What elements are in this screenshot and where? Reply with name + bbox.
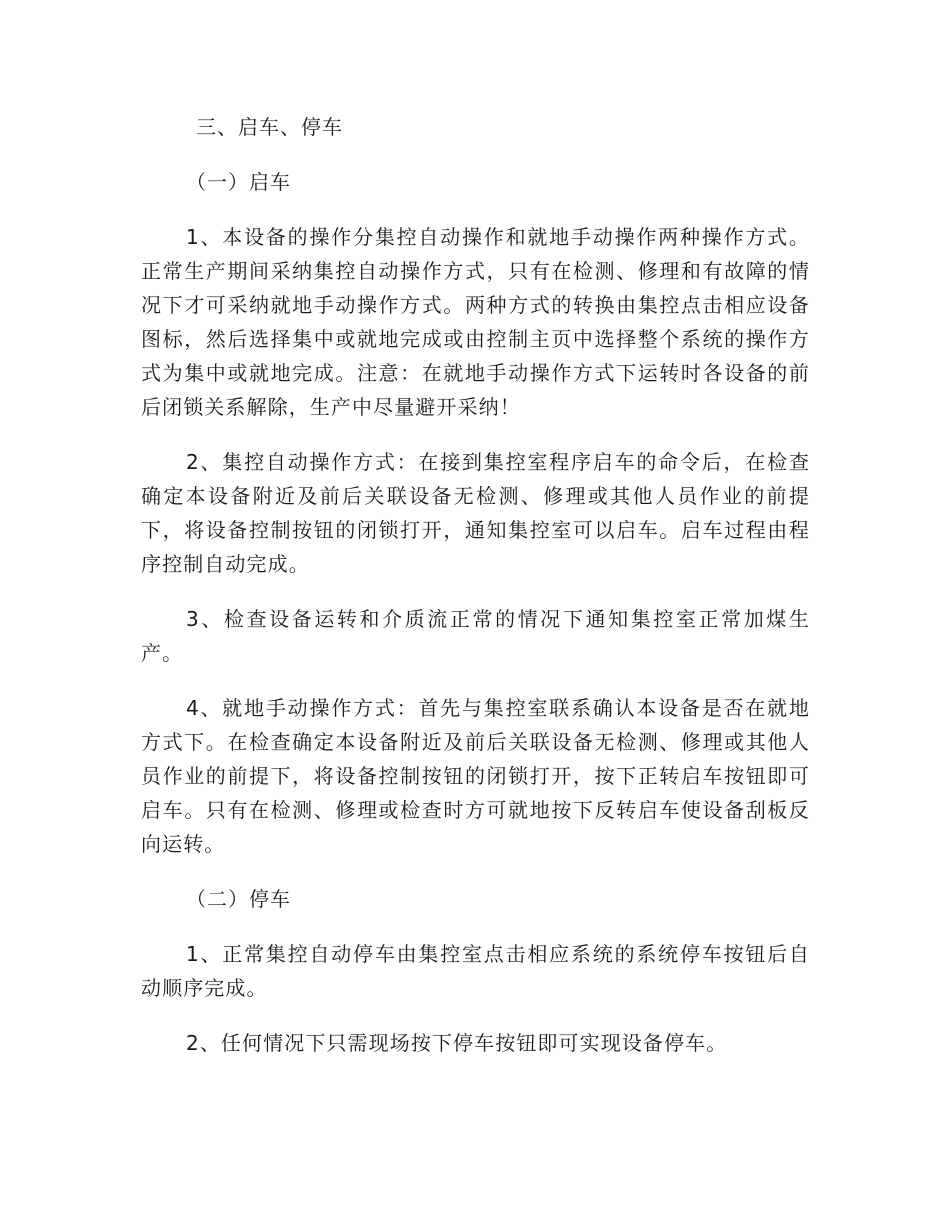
stop-paragraph-2: 2、任何情况下只需现场按下停车按钮即可实现设备停车。 — [186, 1031, 728, 1055]
start-paragraph-3: 3、检查设备运转和介质流正常的情况下通知集控室正常加煤生产。 — [141, 607, 810, 665]
start-paragraph-2: 2、集控自动操作方式：在接到集控室程序启车的命令后，在检查确定本设备附近及前后关联设备无检测、修理或其他人员作业的前提下，将设备控制按钮的闭锁打开，通知集控室可以启车。启车过程由程序控制自动完成。 — [141, 450, 810, 576]
subsection-heading-start: （一）启车 — [186, 170, 291, 194]
start-paragraph-1: 1、本设备的操作分集控自动操作和就地手动操作两种操作方式。正常生产期间采纳集控自动操作方式，只有在检测、修理和有故障的情况下才可采纳就地手动操作方式。两种方式的转换由集控点击相应设备图标，然后选择集中或就地完成或由控制主页中选择整个系统的操作方式为集中或就地完成。注意：在就地手动操作方式下运转时各设备的前后闭锁关系解除，生产中尽量避开采纳！ — [141, 225, 810, 419]
section-title: 三、启车、停车 — [196, 115, 343, 139]
start-paragraph-4: 4、就地手动操作方式：首先与集控室联系确认本设备是否在就地方式下。在检查确定本设备附近及前后关联设备无检测、修理或其他人员作业的前提下，将设备控制按钮的闭锁打开，按下正转启车按钮即可启车。只有在检测、修理或检查时方可就地按下反转启车使设备刮板反向运转。 — [141, 696, 810, 856]
subsection-heading-stop: （二）停车 — [186, 887, 291, 911]
stop-paragraph-1: 1、正常集控自动停车由集控室点击相应系统的系统停车按钮后自动顺序完成。 — [141, 942, 810, 1000]
